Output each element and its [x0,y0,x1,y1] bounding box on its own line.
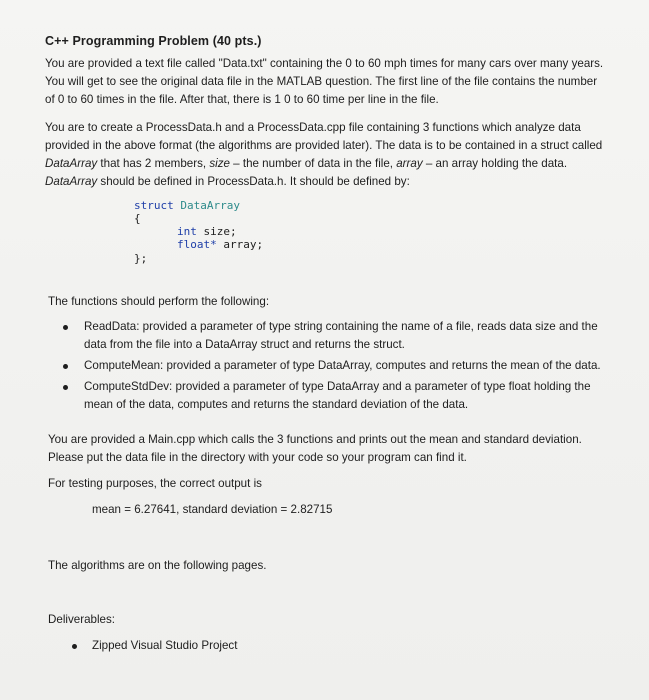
code-int-type: int [177,225,197,238]
code-size-name: size; [203,225,237,238]
code-struct-keyword: struct [134,199,174,212]
code-struct-name: DataArray [180,199,240,212]
code-close-brace: }; [134,252,148,265]
size-member-italic: size [209,157,230,170]
deliverables-label: Deliverables: [48,613,116,626]
function-computemean: ComputeMean: provided a parameter of type DataArray, computes and returns the mean of the data. [84,359,601,372]
expected-output: mean = 6.27641, standard deviation = 2.82715 [92,503,333,516]
list-item [48,637,237,655]
functions-list [48,318,608,417]
code-field-array [177,239,263,251]
create-text-1: You are to create a ProcessData.h and a ProcessData.cpp file containing 3 functions which analyze data provided in the above format (the algorithms are provided later). The data is to be contained in a struct called [45,121,603,152]
list-item [48,318,608,354]
list-item [48,378,608,414]
code-struct-line [134,200,240,212]
code-float-pointer-type: float* [177,238,217,251]
bullet-icon [63,385,68,390]
code-open-brace: { [134,212,141,225]
deliverable-item: Zipped Visual Studio Project [92,639,238,652]
code-array-name: array; [223,238,264,251]
create-text-3: – the number of data in the file, [229,157,397,170]
create-text-4: – an array holding the data. [422,157,568,170]
function-readdata: ReadData: provided a parameter of type string containing the name of a file, reads data size and the data from the file into a DataArray struct and returns the struct. [84,320,598,351]
list-item [48,357,608,375]
functions-intro: The functions should perform the following: [48,295,270,308]
struct-name-italic-2: DataArray [45,175,98,188]
problem-title: C++ Programming Problem (40 pts.) [45,34,262,48]
bullet-icon [63,364,68,369]
testing-intro: For testing purposes, the correct output is [48,477,262,490]
main-note: You are provided a Main.cpp which calls the 3 functions and prints out the mean and standard deviation. Please put the data file in the directory with your code so your program can find it. [48,433,582,464]
bullet-icon [63,325,68,330]
function-computestddev: ComputeStdDev: provided a parameter of type DataArray and a parameter of type float holding the mean of the data, computes and returns the standard deviation of the data. [84,380,591,411]
code-field-size [177,226,237,238]
struct-name-italic: DataArray [45,157,98,170]
intro-paragraph: You are provided a text file called "Data.txt" containing the 0 to 60 mph times for many cars over many years. You will get to see the original data file in the MATLAB question. The first line of the file contains the number of 0 to 60 times in the file. After that, there is 1 0 to 60 time per line in the file. [45,57,604,106]
array-member-italic: array [396,157,423,170]
create-text-5: should be defined in ProcessData.h. It should be defined by: [97,175,410,188]
create-paragraph [45,119,605,191]
algorithms-note: The algorithms are on the following pages. [48,559,267,572]
create-text-2: that has 2 members, [97,157,210,170]
bullet-icon [72,644,77,649]
deliverables-list [48,637,237,655]
